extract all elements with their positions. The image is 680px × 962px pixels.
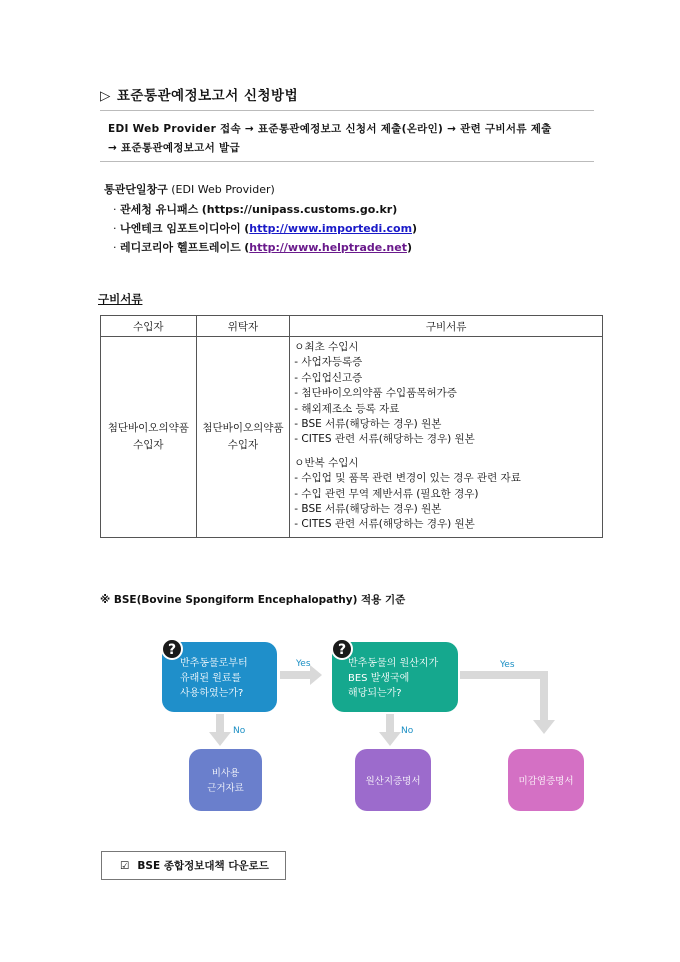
importedi-link[interactable]: http://www.importedi.com — [249, 222, 413, 235]
result-box-1 — [189, 749, 262, 811]
q2-line: 해당되는가? — [348, 688, 402, 699]
provider-name: 나엔테크 임포트이디아이 — [120, 222, 241, 235]
bse-criteria-title: ※ BSE(Bovine Spongiform Encephalopathy) 적용 기준 — [100, 594, 406, 606]
q1-line: 반추동물로부터 — [180, 658, 248, 669]
r3-line: 미감염증명서 — [518, 776, 574, 787]
doc-item: - 해외제조소 등록 자료 — [294, 402, 400, 415]
table-row — [101, 337, 603, 538]
customs-window-subtitle: (EDI Web Provider) — [167, 183, 275, 196]
required-docs-table — [100, 315, 603, 538]
repeat-import-heading: ㅇ반복 수입시 — [294, 456, 359, 469]
importer-cell — [101, 337, 197, 538]
provider-name: 레디코리아 헬프트레이드 — [120, 241, 241, 254]
importer-line: 첨단바이오의약품 — [107, 421, 189, 434]
bse-flowchart — [150, 632, 590, 817]
yes-label-1: Yes — [296, 659, 311, 669]
question-mark-icon — [162, 639, 182, 659]
bse-download-button[interactable] — [101, 851, 286, 880]
checkbox-icon: ☑ — [120, 859, 130, 872]
table-header-row — [101, 316, 603, 337]
required-docs-title: 구비서류 — [98, 292, 143, 306]
q2-line: BES 발생국에 — [348, 673, 410, 684]
triangle-icon: ▷ — [100, 88, 111, 104]
question-mark-glyph: ? — [337, 642, 347, 658]
window-item-importedi — [113, 220, 417, 236]
unipass-link[interactable]: https://unipass.customs.go.kr — [206, 203, 393, 216]
doc-item: - CITES 관련 서류(해당하는 경우) 원본 — [294, 518, 475, 531]
yes-label-2: Yes — [500, 660, 515, 670]
page-title-text: 표준통관예정보고서 신청방법 — [116, 88, 299, 104]
doc-item: - 수입업신고증 — [294, 371, 363, 384]
paren-close: ) — [406, 241, 413, 254]
no-label-1: No — [233, 726, 246, 736]
provider-name: 관세청 유니패스 — [120, 203, 199, 216]
r2-line: 원산지증명서 — [365, 776, 421, 787]
paren-open: ( — [244, 222, 250, 235]
page-title — [100, 84, 298, 104]
customs-window-title: 통관단일창구 — [104, 183, 168, 196]
paren-close: ) — [412, 222, 418, 235]
question-mark-glyph: ? — [167, 642, 177, 658]
doc-item: - 첨단바이오의약품 수입품목허가증 — [294, 387, 457, 400]
consignor-line: 첨단바이오의약품 — [202, 421, 284, 434]
importer-line: 수입자 — [133, 438, 164, 451]
consignor-line: 수입자 — [227, 438, 259, 451]
customs-window-heading — [104, 181, 275, 197]
doc-item: - 수입 관련 무역 제반서류 (필요한 경우) — [294, 487, 479, 500]
question-mark-icon — [332, 639, 352, 659]
window-item-helptrade — [113, 239, 412, 255]
header-documents: 구비서류 — [290, 316, 603, 337]
window-item-unipass — [113, 201, 397, 217]
process-line-1: EDI Web Provider 접속 → 표준통관예정보고 신청서 제출(온라인) → 관련 구비서류 제출 — [108, 123, 552, 135]
paren-open: ( — [201, 203, 207, 216]
arrow-q2-r3 — [460, 671, 555, 734]
consignor-cell — [196, 337, 290, 538]
process-box — [100, 110, 594, 162]
download-label: BSE 종합정보대책 다운로드 — [137, 860, 269, 872]
doc-item: - BSE 서류(해당하는 경우) 원본 — [294, 418, 442, 431]
doc-item: - BSE 서류(해당하는 경우) 원본 — [294, 503, 442, 516]
arrow-q2-r2 — [379, 714, 401, 746]
first-import-heading: ㅇ최초 수입시 — [294, 341, 359, 353]
q2-line: 반추동물의 원산지가 — [348, 658, 439, 669]
bullet: · — [113, 241, 117, 254]
doc-item: - 사업자등록증 — [294, 356, 363, 369]
q1-line: 사용하였는가? — [180, 688, 244, 699]
r1-line: 근거자료 — [207, 783, 244, 794]
no-label-2: No — [401, 726, 414, 736]
q1-line: 유래된 원료를 — [180, 673, 242, 684]
header-consignor: 위탁자 — [196, 316, 290, 337]
spacer — [294, 448, 598, 456]
bullet: · — [113, 222, 117, 235]
r1-line: 비사용 — [211, 768, 240, 779]
paren-close: ) — [392, 203, 398, 216]
process-line-2: → 표준통관예정보고서 발급 — [108, 142, 240, 154]
arrow-q1-r1 — [209, 714, 231, 746]
header-importer: 수입자 — [101, 316, 197, 337]
paren-open: ( — [244, 241, 250, 254]
doc-item: - 수입업 및 품목 관련 변경이 있는 경우 관련 자료 — [294, 472, 521, 485]
doc-item: - CITES 관련 서류(해당하는 경우) 원본 — [294, 433, 475, 446]
result-box-2 — [355, 749, 431, 811]
helptrade-link[interactable]: http://www.helptrade.net — [249, 241, 407, 254]
bullet: · — [113, 203, 117, 216]
result-box-3 — [508, 749, 584, 811]
documents-cell — [290, 337, 603, 538]
